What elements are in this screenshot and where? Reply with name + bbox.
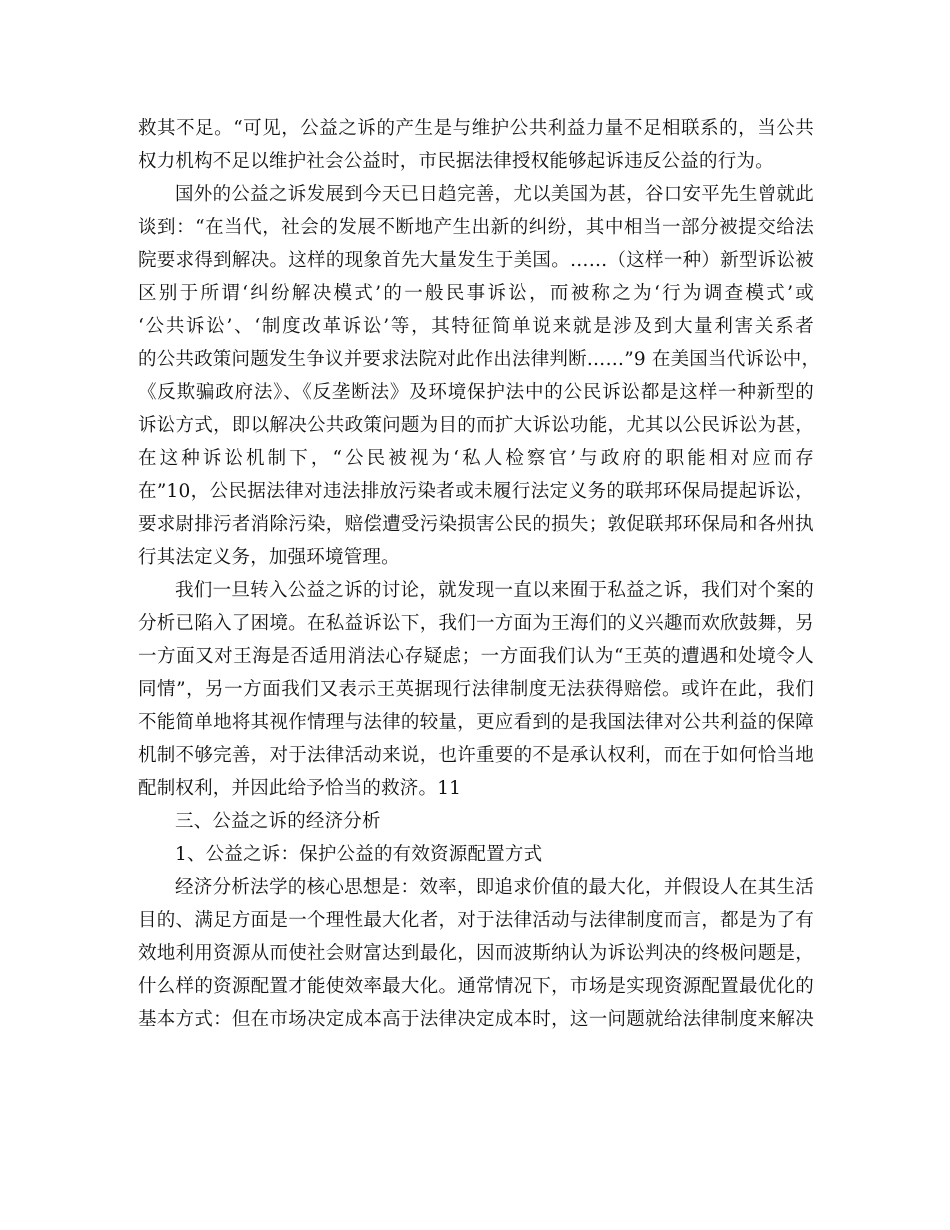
- paragraph: [138, 871, 814, 1036]
- text-line: 权力机构不足以维护社会公益时，市民据法律授权能够起诉违反公益的行为。: [138, 151, 774, 172]
- text-line: 诉讼方式，即以解决公共政策问题为目的而扩大诉讼功能，尤其以公民诉讼为甚，: [138, 415, 814, 436]
- text-line: 国外的公益之诉发展到今天已日趋完善，尤以美国为甚，谷口安平先生曾就此: [175, 184, 814, 205]
- text-line: 要求尉排污者消除污染，赔偿遭受污染损害公民的损失；敦促联邦环保局和各州执: [138, 514, 814, 535]
- text-line: 在”10，公民据法律对违法排放污染者或未履行法定义务的联邦环保局提起诉讼，: [138, 481, 814, 502]
- text-line: 基本方式：但在市场决定成本高于法律决定成本时，这一问题就给法律制度来解决: [138, 1009, 814, 1030]
- text-line: 经济分析法学的核心思想是：效率，即追求价值的最大化，并假设人在其生活: [175, 877, 814, 898]
- text-line: 我们一旦转入公益之诉的讨论，就发现一直以来囿于私益之诉，我们对个案的: [175, 580, 814, 601]
- text-line: 效地利用资源从而使社会财富达到最化，因而波斯纳认为诉讼判决的终极问题是，: [138, 943, 814, 964]
- text-line: 院要求得到解决。这样的现象首先大量发生于美国。……（这样一种）新型诉讼被: [138, 250, 814, 271]
- text-line: 区别于所谓‘纠纷解决模式’的一般民事诉讼，而被称之为‘行为调查模式’或: [138, 283, 814, 304]
- paragraph: [138, 178, 821, 574]
- text-line: 不能简单地将其视作情理与法律的较量，更应看到的是我国法律对公共利益的保障: [138, 712, 814, 733]
- heading-text: 1、公益之诉：保护公益的有效资源配置方式: [175, 844, 543, 865]
- text-line: 谈到：“在当代，社会的发展不断地产生出新的纠纷，其中相当一部分被提交给法: [138, 217, 814, 238]
- text-line: 《反欺骗政府法》、《反垄断法》及环境保护法中的公民诉讼都是这样一种新型的: [138, 382, 814, 403]
- heading-text: 三、公益之诉的经济分析: [175, 811, 381, 832]
- text-line: ‘公共诉讼’、‘制度改革诉讼’等，其特征简单说来就是涉及到大量利害关系者: [138, 316, 814, 337]
- text-line: 行其法定义务，加强环境管理。: [138, 547, 400, 568]
- text-line: 配制权利，并因此给予恰当的救济。11: [138, 778, 462, 799]
- text-line: 一方面又对王海是否适用消法心存疑虑；一方面我们认为“王英的遭遇和处境令人: [138, 646, 814, 667]
- text-line: 分析已陷入了困境。在私益诉讼下，我们一方面为王海们的义兴趣而欢欣鼓舞，另: [138, 613, 814, 634]
- document-page: [138, 112, 821, 1036]
- text-line: 什么样的资源配置才能使效率最大化。通常情况下，市场是实现资源配置最优化的: [138, 976, 814, 997]
- text-line: 救其不足。“可见，公益之诉的产生是与维护公共利益力量不足相联系的，当公共: [138, 118, 814, 139]
- text-line: 同情”，另一方面我们又表示王英据现行法律制度无法获得赔偿。或许在此，我们: [138, 679, 814, 700]
- text-line: 的公共政策问题发生争议并要求法院对此作出法律判断……”9 在美国当代诉讼中，: [138, 349, 821, 370]
- text-line: 在这种诉讼机制下，“公民被视为‘私人检察官’与政府的职能相对应而存: [138, 448, 814, 469]
- paragraph: [138, 112, 814, 178]
- text-line: 目的、满足方面是一个理性最大化者，对于法律活动与法律制度而言，都是为了有: [138, 910, 814, 931]
- section-heading: [138, 805, 814, 838]
- text-line: 机制不够完善，对于法律活动来说，也许重要的不是承认权利，而在于如何恰当地: [138, 745, 814, 766]
- subsection-heading: [138, 838, 814, 871]
- paragraph: [138, 574, 814, 805]
